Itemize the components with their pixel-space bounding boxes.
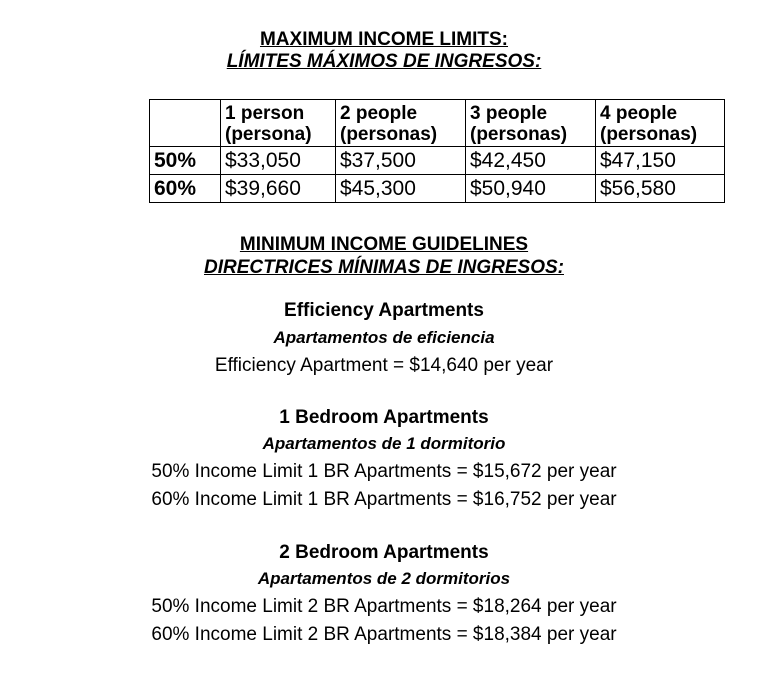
- column-header-es: (personas): [600, 124, 698, 145]
- max-limits-title-es: LÍMITES MÁXIMOS DE INGRESOS:: [226, 51, 542, 72]
- efficiency-income-line: Efficiency Apartment = $14,640 per year: [214, 355, 554, 376]
- efficiency-section-title: Efficiency Apartments: [284, 300, 484, 321]
- two-bedroom-50-line: 50% Income Limit 2 BR Apartments = $18,264 per year: [151, 596, 617, 617]
- two-bedroom-section-title: 2 Bedroom Apartments: [279, 542, 489, 563]
- column-header-2-people: [336, 100, 466, 147]
- table-cell: $39,660: [221, 175, 336, 203]
- column-header-en: 4 people: [600, 103, 678, 124]
- column-header-4-people: [596, 100, 725, 147]
- table-row: [150, 147, 725, 175]
- one-bedroom-60-line: 60% Income Limit 1 BR Apartments = $16,752 per year: [151, 489, 617, 510]
- table-cell: $37,500: [336, 147, 466, 175]
- one-bedroom-section-title-es: Apartamentos de 1 dormitorio: [262, 434, 506, 453]
- table-cell: $42,450: [466, 147, 596, 175]
- column-header-es: (personas): [340, 124, 438, 145]
- two-bedroom-section-title-es: Apartamentos de 2 dormitorios: [257, 569, 511, 588]
- efficiency-section-title-es: Apartamentos de eficiencia: [273, 328, 495, 347]
- column-header-es: (personas): [470, 124, 568, 145]
- table-cell: $47,150: [596, 147, 725, 175]
- column-header-3-people: [466, 100, 596, 147]
- column-header-en: 2 people: [340, 103, 418, 124]
- max-limits-title-en: MAXIMUM INCOME LIMITS:: [259, 29, 509, 50]
- table-cell: $56,580: [596, 175, 725, 203]
- table-corner-cell: [150, 100, 221, 147]
- two-bedroom-60-line: 60% Income Limit 2 BR Apartments = $18,384 per year: [151, 624, 617, 645]
- column-header-en: 1 person: [225, 103, 305, 124]
- min-guidelines-title-en: MINIMUM INCOME GUIDELINES: [239, 234, 529, 255]
- table-cell: $45,300: [336, 175, 466, 203]
- income-limits-table: [149, 99, 725, 203]
- table-cell: $50,940: [466, 175, 596, 203]
- min-guidelines-title-es: DIRECTRICES MÍNIMAS DE INGRESOS:: [204, 257, 564, 278]
- one-bedroom-50-line: 50% Income Limit 1 BR Apartments = $15,672 per year: [151, 461, 617, 482]
- column-header-1-person: [221, 100, 336, 147]
- row-label-50: 50%: [150, 147, 221, 175]
- table-row: [150, 175, 725, 203]
- table-header-row: [150, 100, 725, 147]
- table-cell: $33,050: [221, 147, 336, 175]
- one-bedroom-section-title: 1 Bedroom Apartments: [279, 407, 489, 428]
- column-header-es: (persona): [225, 124, 312, 145]
- column-header-en: 3 people: [470, 103, 548, 124]
- row-label-60: 60%: [150, 175, 221, 203]
